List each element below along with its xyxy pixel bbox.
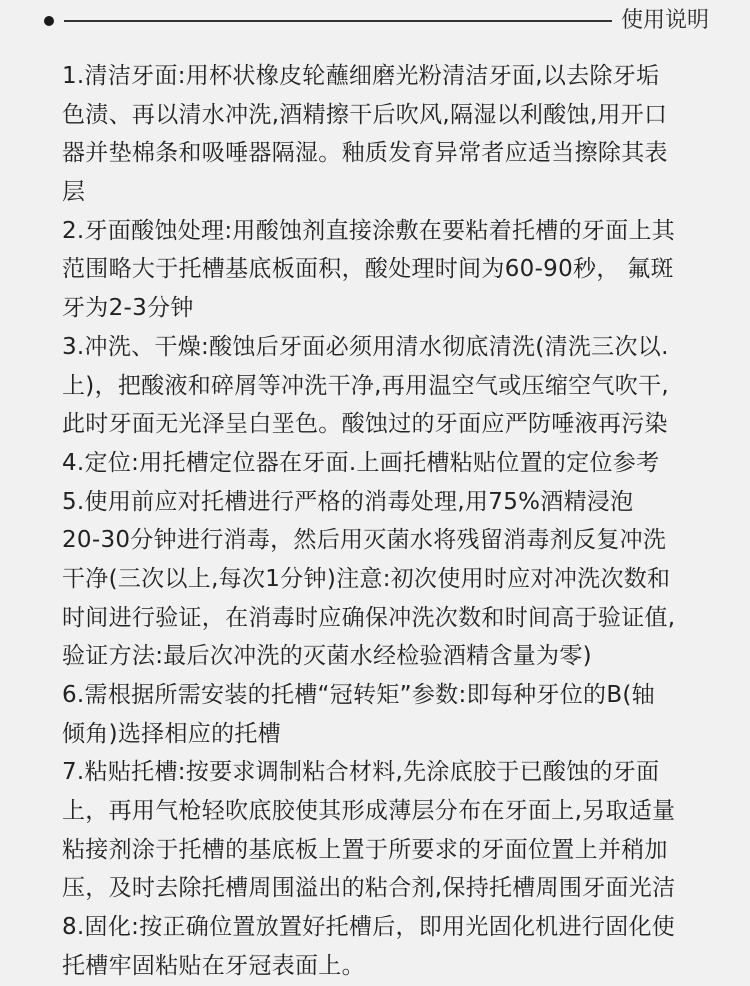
text-line: 上)，把酸液和碎屑等冲洗干净,再用温空气或压缩空气吹干,	[62, 372, 669, 399]
text-line: 倾角)选择相应的托槽	[62, 720, 281, 747]
instructions-text	[62, 57, 696, 986]
text-line: 4.定位:用托槽定位器在牙面.上画托槽粘贴位置的定位参考	[62, 449, 660, 476]
section-header	[0, 0, 750, 40]
text-line: 干净(三次以上,每次1分钟)注意:初次使用时应对冲洗次数和	[62, 565, 671, 592]
text-line: 压，及时去除托槽周围溢出的粘合剂,保持托槽周围牙面光洁	[62, 875, 676, 902]
text-line: 时间进行验证，在消毒时应确保冲洗次数和时间高于验证值,	[62, 604, 676, 631]
text-line: 此时牙面无光泽呈白垩色。酸蚀过的牙面应严防唾液再污染	[62, 411, 668, 438]
header-divider	[64, 20, 612, 22]
text-line: 20-30分钟进行消毒，然后用灭菌水将残留消毒剂反复冲洗	[62, 527, 667, 554]
text-line: 2.牙面酸蚀处理:用酸蚀剂直接涂敷在要粘着托槽的牙面上其	[62, 217, 676, 244]
text-line: 1.清洁牙面:用杯状橡皮轮蘸细磨光粉清洁牙面,以去除牙垢	[62, 63, 660, 89]
text-line: 上，再用气枪轻吹底胶使其形成薄层分布在牙面上,另取适量	[62, 798, 676, 825]
text-line: 5.使用前应对托槽进行严格的消毒处理,用75%酒精浸泡	[62, 488, 634, 515]
text-line: 粘接剂涂于托槽的基底板上置于所要求的牙面位置上并稍加	[62, 836, 668, 863]
text-line: 色渍、再以清水冲洗,酒精擦干后吹风,隔湿以利酸蚀,用开口	[62, 101, 668, 128]
text-line: 7.粘贴托槽:按要求调制粘合材料,先涂底胶于已酸蚀的牙面	[62, 759, 660, 786]
text-line: 托槽牢固粘贴在牙冠表面上。	[62, 952, 365, 979]
text-line: 层	[62, 179, 86, 206]
section-title: 使用说明	[621, 8, 710, 33]
text-line: 牙为2-3分钟	[62, 295, 194, 322]
text-line: 器并垫棉条和吸唾器隔湿。釉质发育异常者应适当擦除其表	[62, 140, 668, 167]
text-line: 3.冲洗、干燥:酸蚀后牙面必须用清水彻底清洗(清洗三次以.	[62, 333, 669, 360]
bullet-dot-icon	[44, 16, 54, 26]
text-line: 8.固化:按正确位置放置好托槽后，即用光固化机进行固化使	[62, 914, 676, 941]
text-line: 6.需根据所需安装的托槽“冠转矩”参数:即每种牙位的B(轴	[62, 682, 655, 708]
text-line: 验证方法:最后次冲洗的灭菌水经检验酒精含量为零)	[62, 643, 592, 670]
text-line: 范围略大于托槽基底板面积，酸处理时间为60-90秒， 氟斑	[62, 256, 674, 283]
